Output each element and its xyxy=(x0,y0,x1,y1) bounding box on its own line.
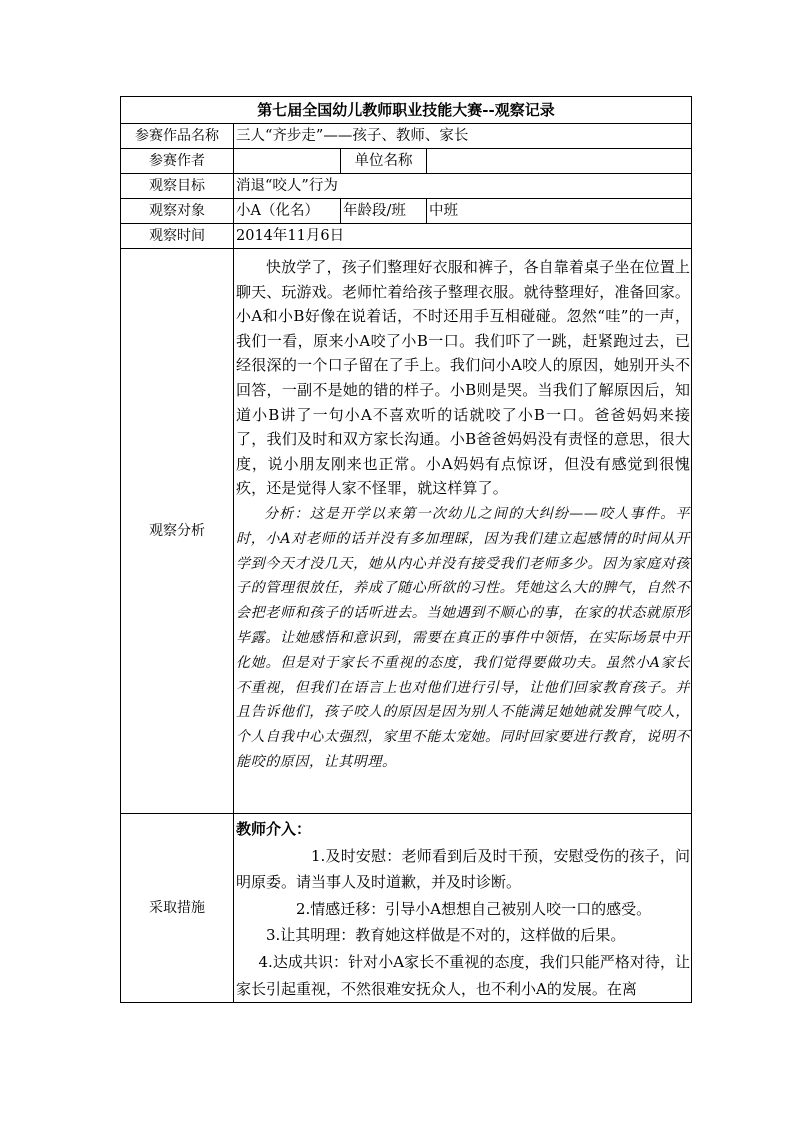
analysis-content xyxy=(234,249,692,814)
measures-heading: 教师介入： xyxy=(236,820,312,838)
time-value: 2014年11月6日 xyxy=(234,224,692,249)
age-class-label: 年龄段/班 xyxy=(341,199,427,224)
measures-content xyxy=(234,814,692,1003)
subject-value: 小A（化名） xyxy=(234,199,341,224)
observation-record-form xyxy=(120,96,691,1003)
goal-value: 消退“咬人”行为 xyxy=(234,174,692,199)
unit-name-value xyxy=(427,149,692,174)
record-table xyxy=(120,96,692,1003)
analysis-commentary: 分析：这是开学以来第一次幼儿之间的大纠纷——咬人事件。平时，小A对老师的话并没有多加理睬，因为我们建立起感情的时间从开学到今天才没几天，她从内心并没有接受我们老师多少。因为家庭对孩子的管理很放任，养成了随心所欲的习性。凭她这么大的脾气，自然不会把老师和孩子的话听进去。当她遇到不顺心的事，在家的状态就原形毕露。让她感悟和意识到，需要在真正的事件中领悟，在实际场景中开化她。但是对于家长不重视的态度，我们觉得要做功夫。虽然小A家长不重视，但我们在语言上也对他们进行引导，让他们回家教育孩子。并且告诉他们，孩子咬人的原因是因为别人不能满足她她就发脾气咬人，个人自我中心太强烈，家里不能太宠她。同时回家要进行教育，说明不能咬的原因，让其明理。 xyxy=(236,505,691,770)
measure-item: 4.达成共识：针对小A家长不重视的态度，我们只能严格对待，让家长引起重视，不然很难安抚众人，也不利小A的发展。在离 xyxy=(236,952,691,998)
goal-label: 观察目标 xyxy=(121,174,234,199)
work-name-label: 参赛作品名称 xyxy=(121,124,234,149)
unit-name-label: 单位名称 xyxy=(341,149,427,174)
subject-label: 观察对象 xyxy=(121,199,234,224)
analysis-label: 观察分析 xyxy=(121,249,234,814)
measure-item: 3.让其明理：教育她这样做是不对的，这样做的后果。 xyxy=(266,926,626,945)
analysis-narrative: 快放学了，孩子们整理好衣服和裤子，各自靠着桌子坐在位置上聊天、玩游戏。老师忙着给孩子整理衣服。就待整理好，准备回家。小A和小B好像在说着话，不时还用手互相碰碰。忽然“哇”的一声，我们一看，原来小A咬了小B一口。我们吓了一跳，赶紧跑过去，已经很深的一个口子留在了手上。我们问小A咬人的原因，她别开头不回答，一副不是她的错的样子。小B则是哭。当我们了解原因后，知道小B讲了一句小A不喜欢听的话就咬了小B一口。爸爸妈妈来接了，我们及时和双方家长沟通。小B爸爸妈妈没有责怪的意思，很大度，说小朋友刚来也正常。小A妈妈有点惊讶，但没有感觉到很愧疚，还是觉得人家不怪罪，就这样算了。 xyxy=(236,258,691,498)
age-class-value: 中班 xyxy=(427,199,692,224)
measure-item: 1.及时安慰：老师看到后及时干预，安慰受伤的孩子，问明原委。请当事人及时道歉，并及时诊断。 xyxy=(236,846,691,892)
measure-item: 2.情感迁移：引导小A想想自己被别人咬一口的感受。 xyxy=(296,899,652,918)
time-label: 观察时间 xyxy=(121,224,234,249)
author-label: 参赛作者 xyxy=(121,149,234,174)
form-title: 第七届全国幼儿教师职业技能大赛--观察记录 xyxy=(121,97,692,124)
measures-label: 采取措施 xyxy=(121,814,234,1003)
work-name-value: 三人“齐步走”——孩子、教师、家长 xyxy=(234,124,692,149)
author-value xyxy=(234,149,341,174)
